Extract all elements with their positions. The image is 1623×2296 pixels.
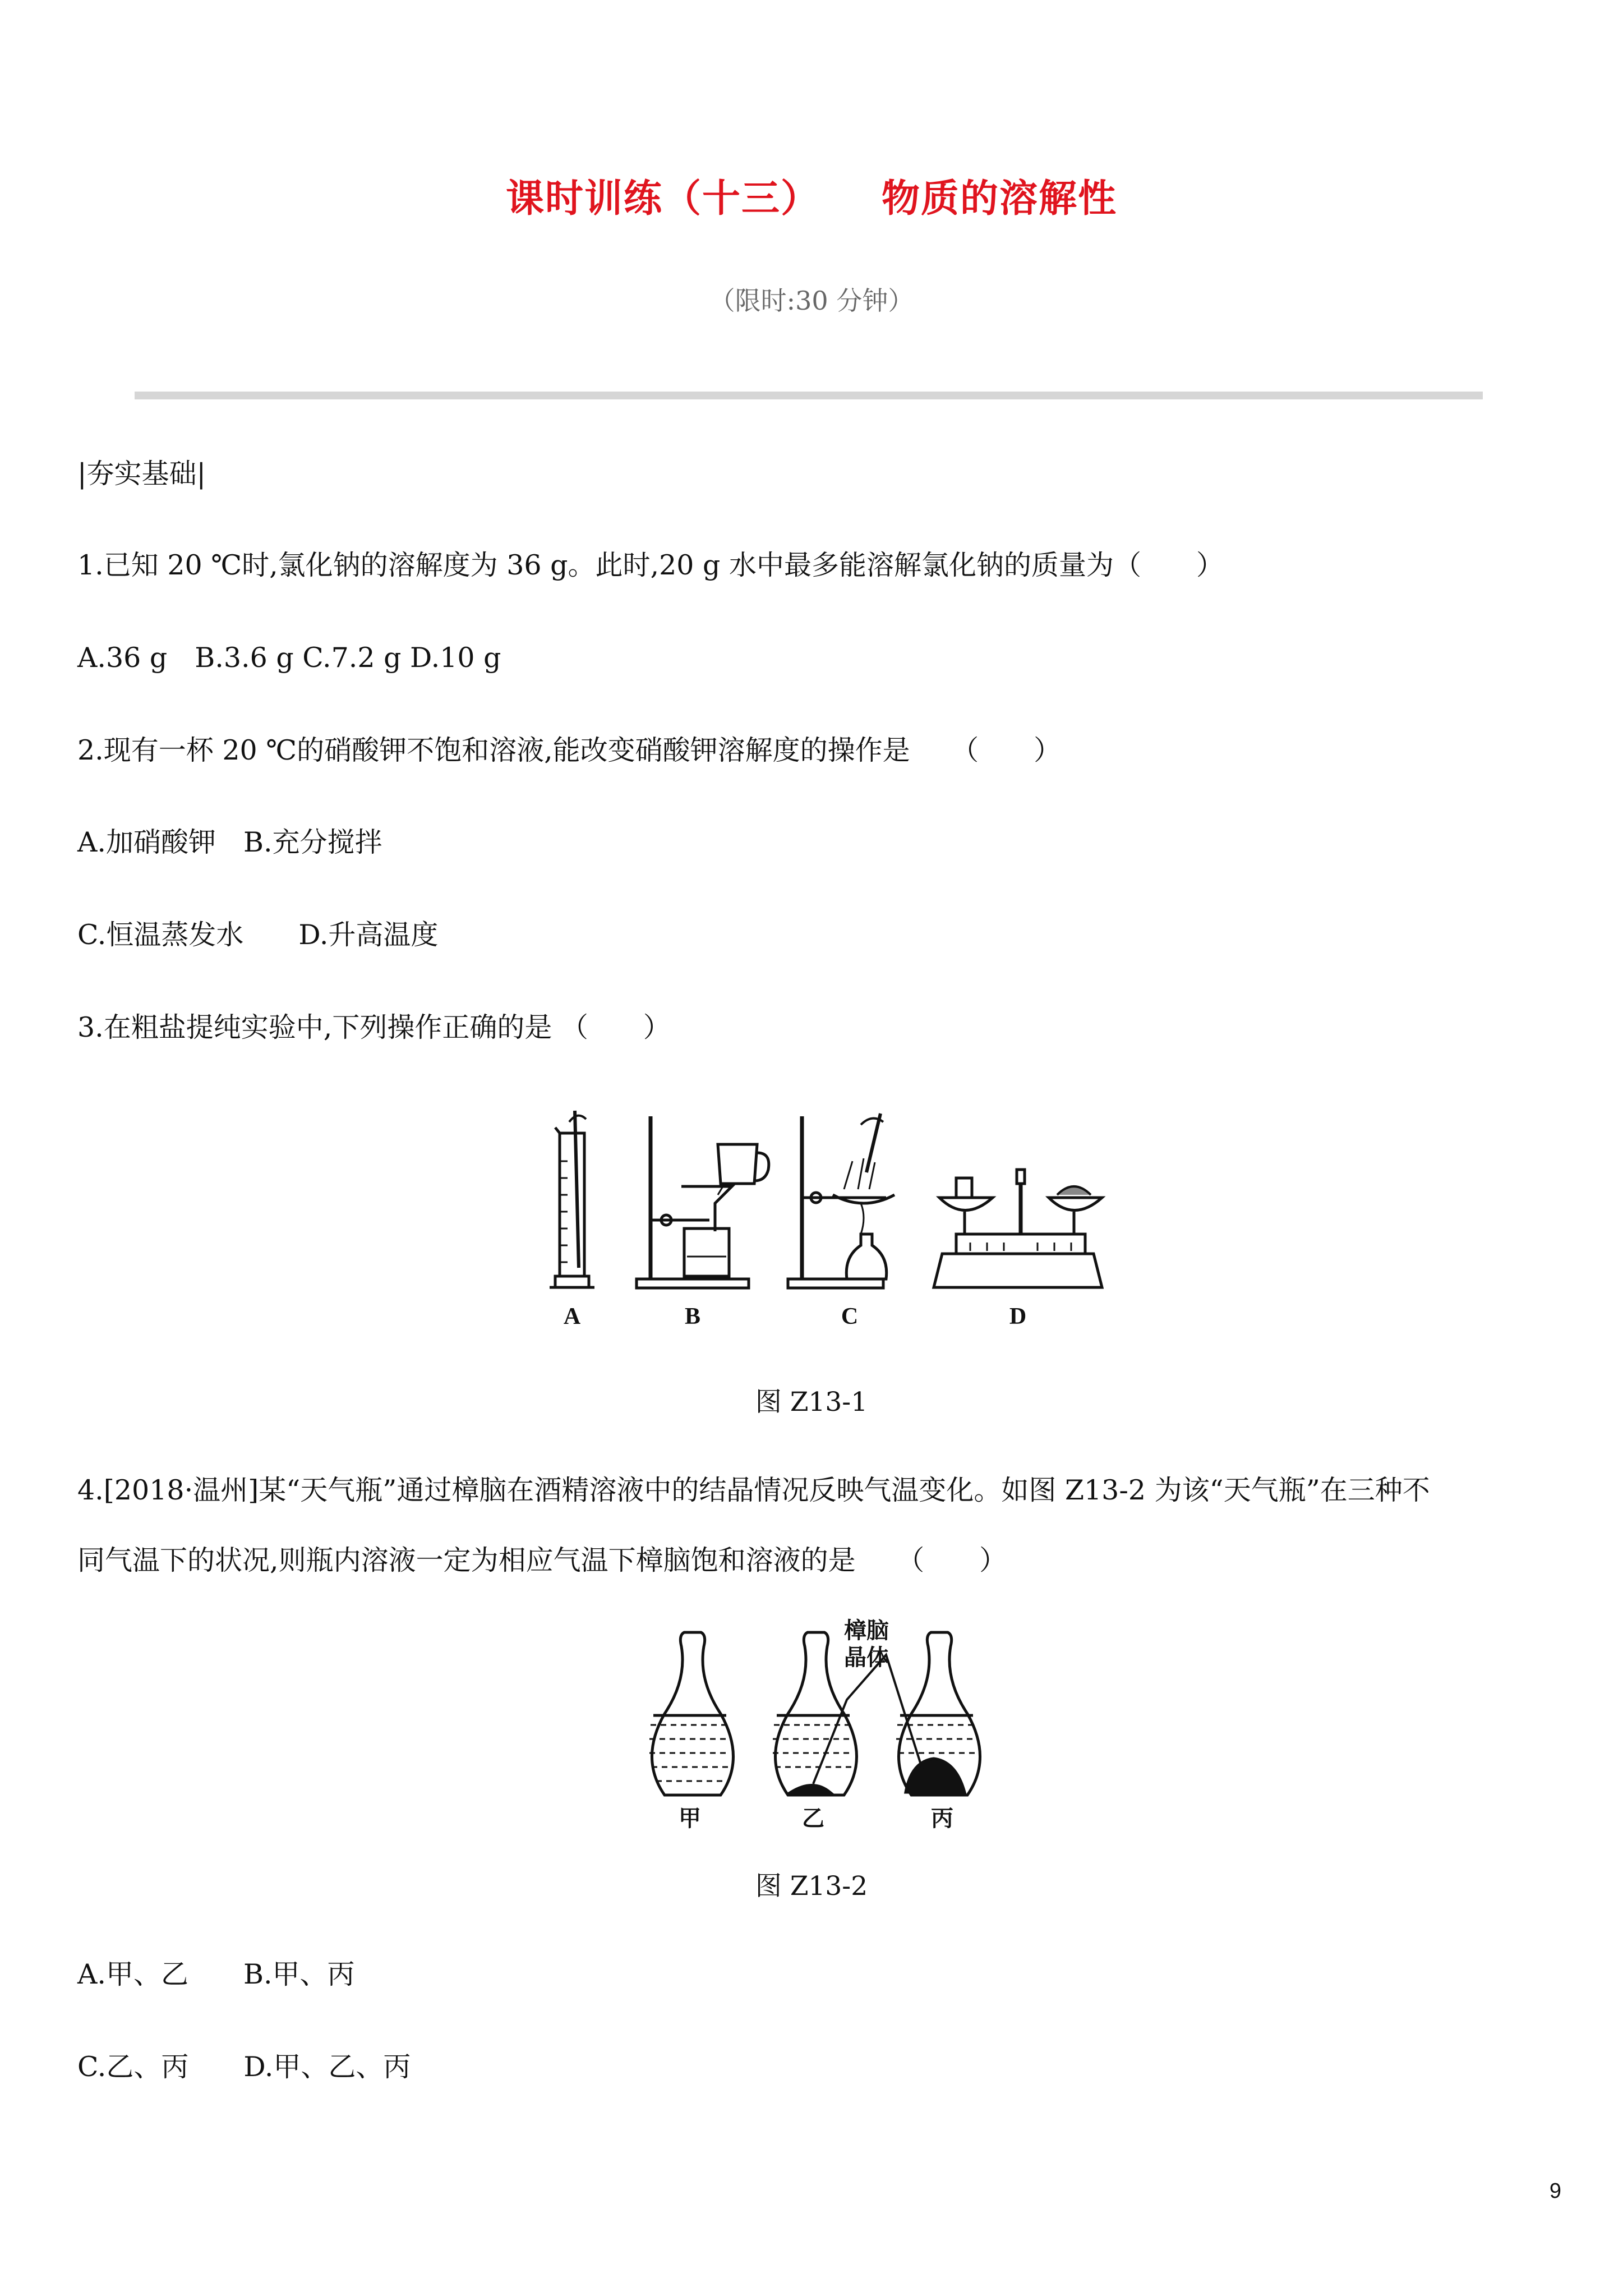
weather-bottle-jia-icon [649, 1632, 734, 1795]
q2-options-2: C.恒温蒸发水 D.升高温度 [77, 919, 439, 951]
crystal-label-line1: 樟脑 [844, 1618, 889, 1643]
graduated-cylinder-icon [550, 1111, 594, 1287]
bottle-label-jia: 甲 [679, 1806, 701, 1831]
balance-scale-icon [934, 1170, 1102, 1287]
q4-stem-line2: 同气温下的状况,则瓶内溶液一定为相应气温下樟脑饱和溶液的是 （ ） [77, 1544, 1007, 1576]
fig1-label-d: D [1009, 1304, 1027, 1329]
q4-options-1: A.甲、乙 B.甲、丙 [77, 1958, 355, 1990]
figure-z13-2 [639, 1616, 1021, 1834]
figure-z13-1-caption: 图 Z13-1 [755, 1387, 868, 1418]
q4-options-2: C.乙、丙 D.甲、乙、丙 [77, 2051, 411, 2083]
q4-stem-line1: 4.[2018·温州]某“天气瓶”通过樟脑在酒精溶液中的结晶情况反映气温变化。如图 Z13-2 为该“天气瓶”在三种不 [77, 1474, 1430, 1506]
title-left: 课时训练（十三） [505, 176, 820, 221]
time-limit: （限时:30 分钟） [709, 286, 914, 316]
page-number: 9 [1549, 2179, 1561, 2203]
section-label: |夯实基础| [77, 458, 206, 490]
bottle-label-yi: 乙 [802, 1806, 824, 1831]
page-title [0, 168, 1623, 223]
header-divider [135, 392, 1483, 399]
q2-stem: 2.现有一杯 20 ℃的硝酸钾不饱和溶液,能改变硝酸钾溶解度的操作是 （ ） [77, 734, 1062, 766]
fig1-label-c: C [841, 1304, 859, 1329]
weather-bottle-bing-icon [896, 1632, 980, 1795]
q2-options-1: A.加硝酸钾 B.充分搅拌 [77, 826, 382, 858]
figure-z13-1-labels [564, 1304, 1026, 1329]
q1-stem: 1.已知 20 ℃时,氯化钠的溶解度为 36 g。此时,20 g 水中最多能溶解氯化钠的质量为（ ） [77, 549, 1224, 581]
bottle-label-bing: 丙 [931, 1806, 953, 1831]
figure-z13-1 [516, 1099, 1122, 1335]
fig1-label-a: A [563, 1304, 581, 1329]
filtration-setup-icon [637, 1116, 769, 1288]
title-right: 物质的溶解性 [882, 176, 1118, 221]
fig1-label-b: B [684, 1304, 701, 1329]
q3-stem: 3.在粗盐提纯实验中,下列操作正确的是 （ ） [77, 1011, 671, 1043]
crystal-label-line2: 晶体 [844, 1645, 889, 1670]
figure-z13-2-caption: 图 Z13-2 [755, 1871, 868, 1902]
evaporation-setup-icon [788, 1114, 895, 1288]
q1-options: A.36 g B.3.6 g C.7.2 g D.10 g [77, 642, 501, 674]
